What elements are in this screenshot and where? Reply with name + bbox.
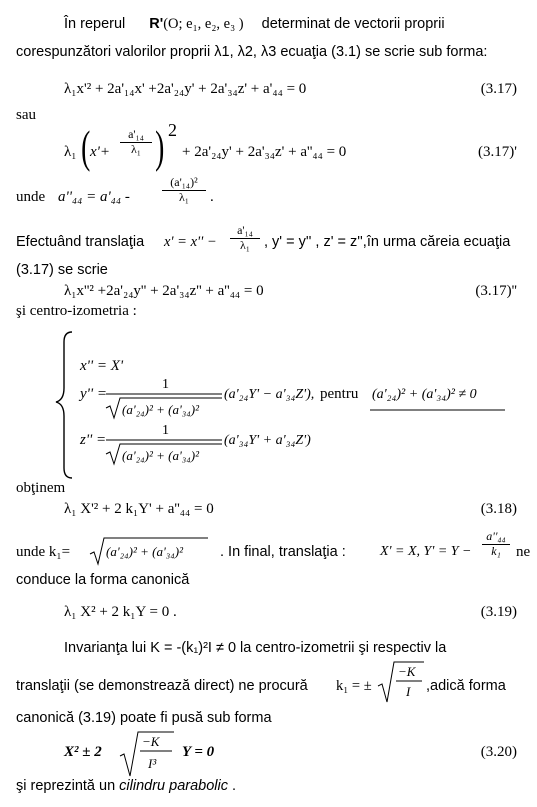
frac-den: λ₁ <box>178 189 189 204</box>
unde-k1-lead: unde k₁= <box>16 544 71 560</box>
lambda-lead: λ₁ <box>64 144 77 160</box>
fraction-a14sq <box>162 176 206 205</box>
k-over-i-sqrt <box>378 660 426 704</box>
invariance-line-1: Invarianţa lui K = -(k₁)²I ≠ 0 la centro-izometrii şi respectiv la <box>64 640 447 656</box>
k1-pm: k₁ = ± <box>336 678 372 694</box>
sau-label: sau <box>16 107 36 123</box>
fraction-a14-lambda <box>120 128 152 157</box>
row3-one: 1 <box>162 423 169 438</box>
frac-den: I³ <box>148 756 157 771</box>
k1-rad: (a'₂₄)² + (a'₃₄)² <box>106 544 184 559</box>
frac-den: λ₁ <box>239 237 250 252</box>
paren-close: ) <box>155 121 165 172</box>
period: . <box>210 189 214 205</box>
equation-number-3-19: (3.19) <box>480 604 517 620</box>
equation-3-17-double-prime: λ₁x''² +2a'₂₄y'' + 2a'₃₄z'' + a''₄₄ = 0 <box>64 283 264 299</box>
translation-x: x' = x'' − <box>164 234 217 250</box>
row2-rad: (a'₂₄)² + (a'₃₄)² <box>122 402 200 417</box>
frac-den: λ₁ <box>130 141 141 156</box>
a44-lhs: a''₄₄ = a'₄₄ - <box>58 189 130 205</box>
eq320-lead: X² ± 2 <box>64 744 102 760</box>
system-row-2-rhs: (a'₂₄Y' − a'₃₄Z'), <box>224 387 315 402</box>
centro-izometria-system <box>0 328 537 488</box>
intro-text-b: determinat de vectorii proprii <box>261 16 445 32</box>
translation-line-2: (3.17) se scrie <box>16 262 108 278</box>
paren-open: ( <box>81 121 91 172</box>
equation-3-17: λ₁x'² + 2a'₁₄x' +2a'₂₄y' + 2a'₃₄z' + a'₄₄ = 0 <box>64 81 307 97</box>
intro-line-2: corespunzători valorilor proprii λ1, λ2, λ3 ecuaţia (3.1) se scrie sub forma: <box>16 44 488 60</box>
reper-symbol: R' <box>149 16 164 32</box>
frac-num: −K <box>142 734 160 749</box>
invariance-line-2 <box>16 660 528 704</box>
left-brace <box>56 332 72 478</box>
intro-text-a: În reperul <box>64 16 126 32</box>
centro-label: şi centro-izometria : <box>16 303 137 319</box>
unde-word: unde <box>16 189 46 205</box>
system-row-1: x'' = X' <box>80 358 124 374</box>
system-row-3-rhs: (a'₃₄Y' + a'₃₄Z') <box>224 433 311 448</box>
translation-line <box>16 223 521 266</box>
equation-3-17-prime <box>64 120 384 178</box>
equation-3-20 <box>64 730 284 774</box>
equation-number-3-20: (3.20) <box>480 744 517 760</box>
x-plus: x'+ <box>90 144 110 160</box>
equation-number-3-17-double-prime: (3.17)'' <box>475 283 517 299</box>
fraction-a44-k1 <box>482 530 510 559</box>
unde-a44 <box>16 176 276 216</box>
eq320-tail: Y = 0 <box>182 744 215 760</box>
in-final: . In final, translaţia : <box>220 544 346 560</box>
eq-rest: + 2a'₂₄y' + 2a'₃₄z' + a''₄₄ = 0 <box>182 144 347 160</box>
closing-b: cilindru parabolic <box>119 778 228 794</box>
row3-rad: (a'₂₄)² + (a'₃₄)² <box>122 448 200 463</box>
condition: (a'₂₄)² + (a'₃₄)² ≠ 0 <box>372 387 477 402</box>
pentru-word: pentru <box>320 386 359 402</box>
invariance-text-b: ,adică forma <box>426 678 506 694</box>
ne-word: ne <box>516 544 531 560</box>
reper-frame: (O; e₁, e₂, e₃ ) <box>163 16 244 32</box>
invariance-line-3: canonică (3.19) poate fi pusă sub forma <box>16 710 272 726</box>
translation-rest: , y' = y'' , z' = z'',în urma căreia ecuaţia <box>264 234 511 250</box>
intro-line-1 <box>64 16 445 33</box>
equation-number-3-17-prime: (3.17)' <box>478 144 517 160</box>
frac-num: −K <box>398 664 416 679</box>
k-over-i3-sqrt <box>120 730 176 778</box>
unde-k1-line <box>16 529 531 572</box>
equation-3-18: λ₁ X'² + 2 k₁Y' + a''₄₄ = 0 <box>64 501 214 517</box>
system-row-2-lhs: y'' = <box>80 386 107 402</box>
invariance-text-a: translaţii (se demonstrează direct) ne procură <box>16 678 308 694</box>
closing-a: şi reprezintă un <box>16 778 116 794</box>
obtinem-label: obţinem <box>16 480 66 496</box>
translation-lead: Efectuând translaţia <box>16 234 145 250</box>
power-2: 2 <box>168 120 177 140</box>
closing-c: . <box>232 778 237 794</box>
equation-number-3-17: (3.17) <box>480 81 517 97</box>
frac-num: a''₄₄ <box>482 530 510 545</box>
frac-num: a'₁₄ <box>120 128 152 143</box>
frac-den: I <box>406 684 411 699</box>
frac-num: (a'₁₄)² <box>162 176 206 191</box>
frac-den: k₁ <box>491 543 501 558</box>
equation-3-19: λ₁ X² + 2 k₁Y = 0 . <box>64 604 177 620</box>
fraction-a14-lambda-2 <box>230 224 260 253</box>
closing-line <box>16 778 236 795</box>
k1-sqrt <box>90 536 210 566</box>
equation-number-3-18: (3.18) <box>480 501 517 517</box>
frac-num: a'₁₄ <box>230 224 260 239</box>
conduce-line: conduce la forma canonică <box>16 572 190 588</box>
final-translation: X' = X, Y' = Y − <box>380 544 472 559</box>
system-row-3-lhs: z'' = <box>80 432 107 448</box>
row2-one: 1 <box>162 377 169 392</box>
